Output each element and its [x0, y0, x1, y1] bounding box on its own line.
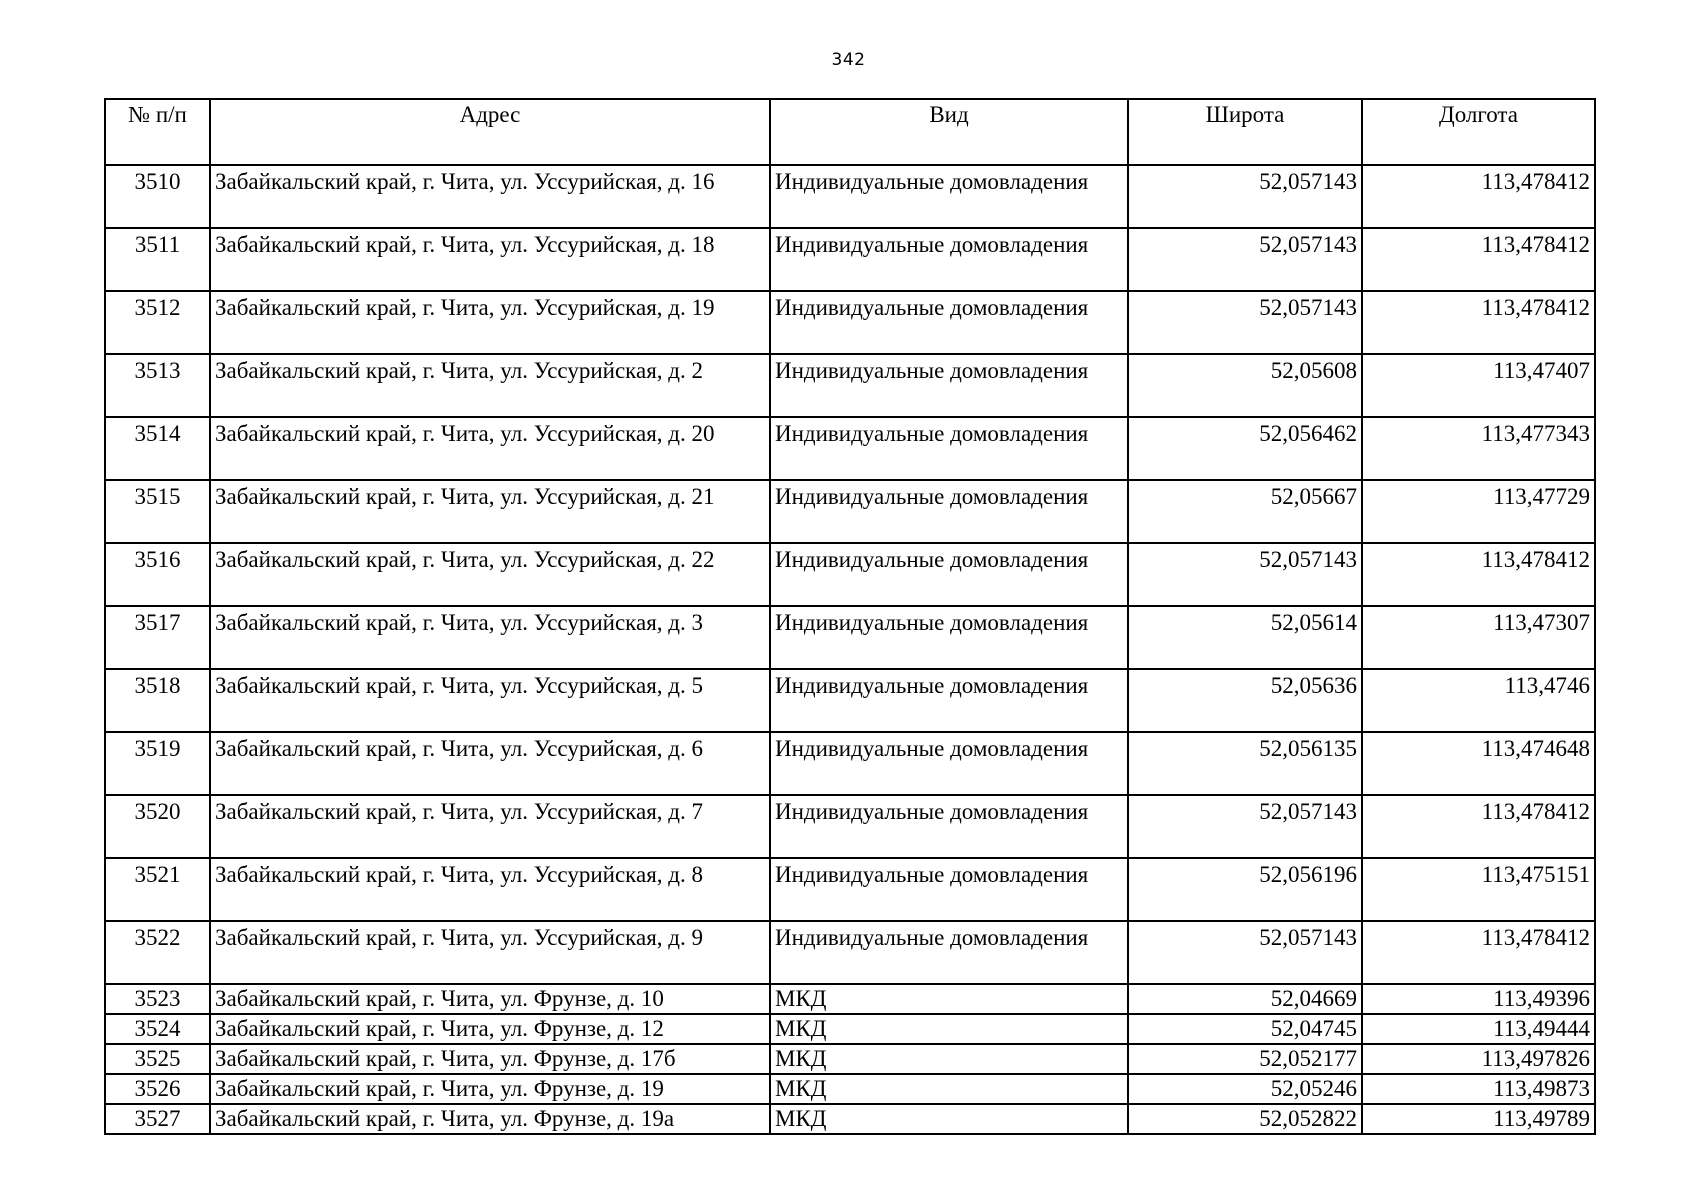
table-row [105, 984, 1595, 1014]
cell-num: 3523 [105, 984, 210, 1014]
table-row [105, 669, 1595, 732]
cell-type: МКД [770, 1014, 1128, 1044]
cell-type: Индивидуальные домовладения [770, 480, 1128, 543]
table-row [105, 354, 1595, 417]
cell-num: 3511 [105, 228, 210, 291]
cell-num: 3526 [105, 1074, 210, 1104]
address-registry-table [104, 98, 1596, 1135]
table-row [105, 165, 1595, 228]
cell-lat: 52,057143 [1128, 165, 1362, 228]
cell-num: 3514 [105, 417, 210, 480]
cell-lon: 113,478412 [1362, 543, 1595, 606]
cell-lon: 113,478412 [1362, 795, 1595, 858]
cell-type: Индивидуальные домовладения [770, 858, 1128, 921]
cell-lon: 113,478412 [1362, 165, 1595, 228]
cell-lat: 52,056135 [1128, 732, 1362, 795]
table-row [105, 1014, 1595, 1044]
cell-address: Забайкальский край, г. Чита, ул. Уссурийская, д. 7 [210, 795, 770, 858]
table-row [105, 480, 1595, 543]
cell-address: Забайкальский край, г. Чита, ул. Фрунзе, д. 17б [210, 1044, 770, 1074]
cell-num: 3517 [105, 606, 210, 669]
cell-lat: 52,057143 [1128, 543, 1362, 606]
header-address: Адрес [210, 99, 770, 165]
cell-lat: 52,05246 [1128, 1074, 1362, 1104]
table-row [105, 921, 1595, 984]
cell-type: Индивидуальные домовладения [770, 921, 1128, 984]
cell-type: Индивидуальные домовладения [770, 417, 1128, 480]
cell-address: Забайкальский край, г. Чита, ул. Уссурийская, д. 18 [210, 228, 770, 291]
cell-num: 3527 [105, 1104, 210, 1134]
cell-num: 3525 [105, 1044, 210, 1074]
cell-lon: 113,47407 [1362, 354, 1595, 417]
cell-address: Забайкальский край, г. Чита, ул. Фрунзе, д. 12 [210, 1014, 770, 1044]
cell-num: 3520 [105, 795, 210, 858]
cell-address: Забайкальский край, г. Чита, ул. Уссурийская, д. 8 [210, 858, 770, 921]
cell-type: Индивидуальные домовладения [770, 165, 1128, 228]
cell-lat: 52,04669 [1128, 984, 1362, 1014]
cell-lon: 113,477343 [1362, 417, 1595, 480]
cell-num: 3513 [105, 354, 210, 417]
cell-lat: 52,056462 [1128, 417, 1362, 480]
cell-address: Забайкальский край, г. Чита, ул. Уссурийская, д. 21 [210, 480, 770, 543]
cell-address: Забайкальский край, г. Чита, ул. Уссурийская, д. 9 [210, 921, 770, 984]
page-number: 342 [831, 50, 866, 70]
cell-num: 3512 [105, 291, 210, 354]
cell-type: Индивидуальные домовладения [770, 606, 1128, 669]
cell-lat: 52,05608 [1128, 354, 1362, 417]
cell-lon: 113,474648 [1362, 732, 1595, 795]
cell-type: МКД [770, 1044, 1128, 1074]
cell-lon: 113,478412 [1362, 291, 1595, 354]
table-row [105, 228, 1595, 291]
cell-lon: 113,478412 [1362, 921, 1595, 984]
cell-lat: 52,057143 [1128, 291, 1362, 354]
cell-lat: 52,05667 [1128, 480, 1362, 543]
table-row [105, 606, 1595, 669]
cell-address: Забайкальский край, г. Чита, ул. Уссурийская, д. 22 [210, 543, 770, 606]
cell-num: 3518 [105, 669, 210, 732]
cell-lon: 113,49789 [1362, 1104, 1595, 1134]
cell-lon: 113,49444 [1362, 1014, 1595, 1044]
cell-type: Индивидуальные домовладения [770, 354, 1128, 417]
cell-address: Забайкальский край, г. Чита, ул. Уссурийская, д. 5 [210, 669, 770, 732]
cell-address: Забайкальский край, г. Чита, ул. Уссурийская, д. 3 [210, 606, 770, 669]
cell-type: Индивидуальные домовладения [770, 228, 1128, 291]
table-row [105, 1044, 1595, 1074]
cell-lat: 52,05636 [1128, 669, 1362, 732]
table-row [105, 795, 1595, 858]
cell-lat: 52,04745 [1128, 1014, 1362, 1044]
table-row [105, 732, 1595, 795]
cell-lat: 52,05614 [1128, 606, 1362, 669]
table-row [105, 1104, 1595, 1134]
cell-address: Забайкальский край, г. Чита, ул. Уссурийская, д. 19 [210, 291, 770, 354]
cell-num: 3524 [105, 1014, 210, 1044]
cell-lat: 52,057143 [1128, 921, 1362, 984]
cell-num: 3519 [105, 732, 210, 795]
cell-address: Забайкальский край, г. Чита, ул. Фрунзе, д. 19а [210, 1104, 770, 1134]
cell-lon: 113,49873 [1362, 1074, 1595, 1104]
cell-num: 3510 [105, 165, 210, 228]
cell-type: Индивидуальные домовладения [770, 732, 1128, 795]
cell-type: Индивидуальные домовладения [770, 543, 1128, 606]
cell-address: Забайкальский край, г. Чита, ул. Уссурийская, д. 20 [210, 417, 770, 480]
cell-lat: 52,057143 [1128, 228, 1362, 291]
cell-type: МКД [770, 984, 1128, 1014]
cell-lat: 52,052177 [1128, 1044, 1362, 1074]
header-lat: Широта [1128, 99, 1362, 165]
table-header-row [105, 99, 1595, 165]
cell-lon: 113,475151 [1362, 858, 1595, 921]
cell-address: Забайкальский край, г. Чита, ул. Уссурийская, д. 16 [210, 165, 770, 228]
header-lon: Долгота [1362, 99, 1595, 165]
cell-address: Забайкальский край, г. Чита, ул. Фрунзе, д. 19 [210, 1074, 770, 1104]
cell-type: Индивидуальные домовладения [770, 291, 1128, 354]
cell-lon: 113,4746 [1362, 669, 1595, 732]
cell-address: Забайкальский край, г. Чита, ул. Фрунзе, д. 10 [210, 984, 770, 1014]
table-row [105, 543, 1595, 606]
cell-type: Индивидуальные домовладения [770, 669, 1128, 732]
cell-type: Индивидуальные домовладения [770, 795, 1128, 858]
table-row [105, 417, 1595, 480]
cell-lon: 113,478412 [1362, 228, 1595, 291]
cell-type: МКД [770, 1104, 1128, 1134]
cell-num: 3516 [105, 543, 210, 606]
cell-address: Забайкальский край, г. Чита, ул. Уссурийская, д. 2 [210, 354, 770, 417]
cell-address: Забайкальский край, г. Чита, ул. Уссурийская, д. 6 [210, 732, 770, 795]
cell-num: 3515 [105, 480, 210, 543]
header-num: № п/п [105, 99, 210, 165]
cell-lon: 113,49396 [1362, 984, 1595, 1014]
cell-type: МКД [770, 1074, 1128, 1104]
cell-lat: 52,052822 [1128, 1104, 1362, 1134]
cell-lon: 113,47729 [1362, 480, 1595, 543]
cell-num: 3522 [105, 921, 210, 984]
header-type: Вид [770, 99, 1128, 165]
table-row [105, 291, 1595, 354]
cell-lat: 52,057143 [1128, 795, 1362, 858]
cell-lat: 52,056196 [1128, 858, 1362, 921]
cell-lon: 113,47307 [1362, 606, 1595, 669]
cell-lon: 113,497826 [1362, 1044, 1595, 1074]
table-row [105, 858, 1595, 921]
table-body [105, 165, 1595, 1134]
cell-num: 3521 [105, 858, 210, 921]
table-row [105, 1074, 1595, 1104]
